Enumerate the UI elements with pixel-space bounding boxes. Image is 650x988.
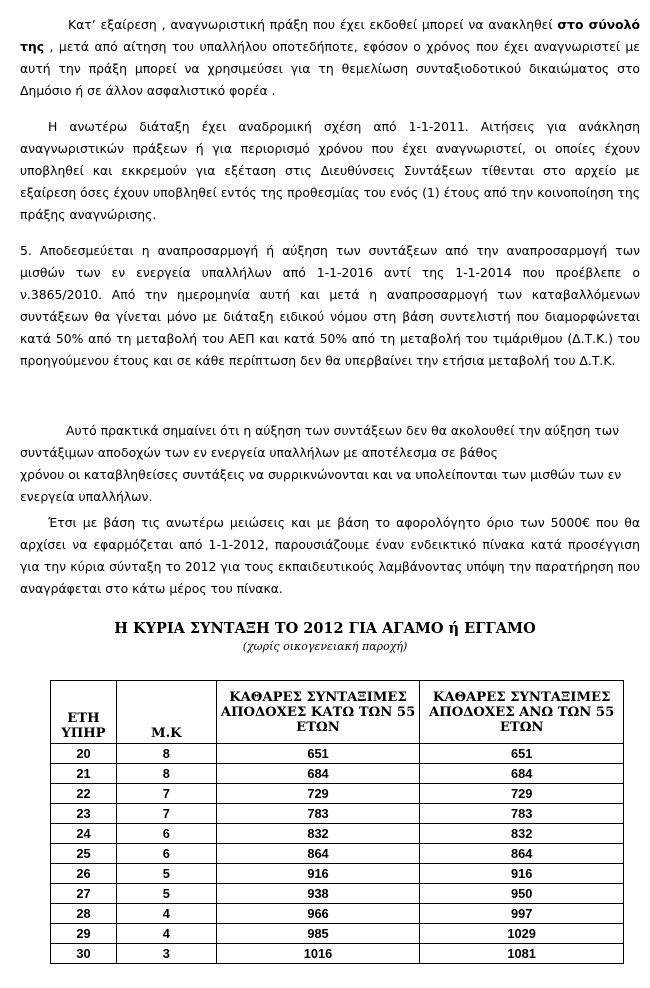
table-row xyxy=(51,864,624,884)
cell-net-below-55: 684 xyxy=(216,764,420,784)
cell-net-below-55: 966 xyxy=(216,904,420,924)
paragraph-text: Η ανωτέρω διάταξη έχει αναδρομική σχέση από 1-1-2011. Αιτήσεις για ανάκληση αναγνωριστικών πράξεων ή για περιορισμό χρόνου που έχει αναγνωριστεί, οι οποίες έχουν υποβληθεί και εκκρεμούν για εξέταση στις Διευθύνσεις Συντάξεων τίθενται στο αρχείο με εξαίρεση όσες έχουν υποβληθεί εντός της προθεσμίας του ενός (1) έτους από την κοινοποίηση της πράξης αναγνώρισης. xyxy=(20,119,640,222)
cell-net-above-55: 651 xyxy=(420,744,624,764)
cell-years: 29 xyxy=(51,924,117,944)
pension-table xyxy=(50,680,624,964)
table-row xyxy=(51,944,624,964)
cell-net-above-55: 1029 xyxy=(420,924,624,944)
paragraph-practical-meaning xyxy=(20,420,640,508)
cell-years: 30 xyxy=(51,944,117,964)
cell-mk: 6 xyxy=(116,824,216,844)
header-text: ΕΤΗ xyxy=(67,711,100,726)
cell-mk: 7 xyxy=(116,804,216,824)
cell-net-above-55: 864 xyxy=(420,844,624,864)
cell-mk: 6 xyxy=(116,844,216,864)
header-years-of-service xyxy=(51,681,117,744)
paragraph-retroactive xyxy=(20,116,640,226)
paragraph-line: χρόνου οι καταβληθείσες συντάξεις να συρρικνώνονται και να υπολείπονται των μισθών των εν xyxy=(20,467,622,482)
header-mk: Μ.Κ xyxy=(116,681,216,744)
cell-mk: 7 xyxy=(116,784,216,804)
paragraph-text: Κατ’ εξαίρεση , αναγνωριστική πράξη που έχει εκδοθεί μπορεί να ανακληθεί xyxy=(68,17,558,32)
cell-mk: 8 xyxy=(116,744,216,764)
table-row xyxy=(51,804,624,824)
paragraph-line: ενεργεία υπαλλήλων. xyxy=(20,489,153,504)
cell-net-above-55: 916 xyxy=(420,864,624,884)
cell-net-above-55: 832 xyxy=(420,824,624,844)
paragraph-text: 5. Αποδεσμεύεται η αναπροσαρμογή ή αύξηση των συντάξεων από την αναπροσαρμογή των μισθών των εν ενεργεία υπαλλήλων από 1-1-2016 αντί της 1-1-2014 που προέβλεπε ο ν.3865/2010. Από την ημερομηνία αυτή και μετά η αναπροσαρμογή των καταβαλλόμενων συντάξεων θα γίνεται μόνο με διάταξη ειδικού νόμου στη βάση συντελιστή που διαμορφώνεται κατά 50% από τη μεταβολή του ΑΕΠ και κατά 50% από τη μεταβολή του τιμάριθμου (Δ.Τ.Κ.) του προηγούμενου έτους και σε κάθε περίπτωση δεν θα υπερβαίνει την ετήσια μεταβολή του Δ.Τ.Κ. xyxy=(20,243,640,368)
cell-years: 27 xyxy=(51,884,117,904)
table-subtitle: (χωρίς οικογενειακή παροχή) xyxy=(242,640,408,653)
paragraph-text: Έτσι με βάση τις ανωτέρω μειώσεις και με βάση το αφορολόγητο όριο των 5000€ που θα αρχίσει να εφαρμόζεται από 1-1-2012, παρουσιάζουμε έναν ενδεικτικό πίνακα κατά προσέγγιση για την κύρια σύνταξη το 2012 για τους εκπαιδευτικούς λαμβάνοντας υπόψη την παρατήρηση που αναγράφεται στο κάτω μέρος του πίνακα. xyxy=(20,515,640,596)
cell-net-below-55: 832 xyxy=(216,824,420,844)
cell-net-below-55: 864 xyxy=(216,844,420,864)
paragraph-indicative-table-intro xyxy=(20,512,640,600)
paragraph-revocation xyxy=(20,14,640,102)
table-row xyxy=(51,884,624,904)
table-row xyxy=(51,844,624,864)
cell-net-below-55: 783 xyxy=(216,804,420,824)
paragraph-line: Αυτό πρακτικά σημαίνει ότι η αύξηση των συντάξεων δεν θα ακολουθεί την αύξηση των xyxy=(66,423,620,438)
table-row xyxy=(51,744,624,764)
paragraph-text: , μετά από αίτηση του υπαλλήλου οποτεδήποτε, εφόσον ο χρόνος που έχει αναγνωριστεί με αυτή την πράξη μπορεί να χρησιμεύσει για τη θεμελίωση συνταξιοδοτικού δικαιώματος στο Δημόσιο ή σε άλλον ασφαλιστικό φορέα . xyxy=(20,39,640,98)
cell-net-below-55: 985 xyxy=(216,924,420,944)
cell-years: 24 xyxy=(51,824,117,844)
header-net-below-55: ΚΑΘΑΡΕΣ ΣΥΝΤΑΞΙΜΕΣ ΑΠΟΔΟΧΕΣ ΚΑΤΩ ΤΩΝ 55 ΕΤΩΝ xyxy=(216,681,420,744)
cell-mk: 5 xyxy=(116,864,216,884)
cell-net-above-55: 1081 xyxy=(420,944,624,964)
table-row xyxy=(51,824,624,844)
cell-net-below-55: 938 xyxy=(216,884,420,904)
cell-mk: 4 xyxy=(116,904,216,924)
cell-mk: 5 xyxy=(116,884,216,904)
cell-net-above-55: 684 xyxy=(420,764,624,784)
cell-years: 20 xyxy=(51,744,117,764)
table-title: Η ΚΥΡΙΑ ΣΥΝΤΑΞΗ ΤΟ 2012 ΓΙΑ ΑΓΑΜΟ ή ΕΓΓΑΜΟ xyxy=(114,620,536,637)
table-row xyxy=(51,764,624,784)
cell-years: 25 xyxy=(51,844,117,864)
cell-years: 26 xyxy=(51,864,117,884)
table-header-row xyxy=(51,681,624,744)
header-net-above-55: ΚΑΘΑΡΕΣ ΣΥΝΤΑΞΙΜΕΣ ΑΠΟΔΟΧΕΣ ΑΝΩ ΤΩΝ 55 ΕΤΩΝ xyxy=(420,681,624,744)
cell-net-below-55: 916 xyxy=(216,864,420,884)
cell-mk: 8 xyxy=(116,764,216,784)
cell-mk: 3 xyxy=(116,944,216,964)
cell-net-above-55: 997 xyxy=(420,904,624,924)
table-row xyxy=(51,784,624,804)
cell-net-above-55: 950 xyxy=(420,884,624,904)
paragraph-pension-adjustment xyxy=(20,240,640,372)
paragraph-line: συντάξιμων αποδοχών των εν ενεργεία υπαλλήλων με αποτέλεσμα σε βάθος xyxy=(20,445,498,460)
cell-years: 21 xyxy=(51,764,117,784)
cell-net-below-55: 1016 xyxy=(216,944,420,964)
cell-net-above-55: 729 xyxy=(420,784,624,804)
cell-net-above-55: 783 xyxy=(420,804,624,824)
cell-net-below-55: 651 xyxy=(216,744,420,764)
cell-years: 23 xyxy=(51,804,117,824)
cell-years: 28 xyxy=(51,904,117,924)
table-row xyxy=(51,904,624,924)
header-text: ΥΠΗΡ xyxy=(61,726,106,741)
table-row xyxy=(51,924,624,944)
cell-years: 22 xyxy=(51,784,117,804)
cell-net-below-55: 729 xyxy=(216,784,420,804)
cell-mk: 4 xyxy=(116,924,216,944)
emphasis-text: στο σύνολό της xyxy=(20,17,641,54)
